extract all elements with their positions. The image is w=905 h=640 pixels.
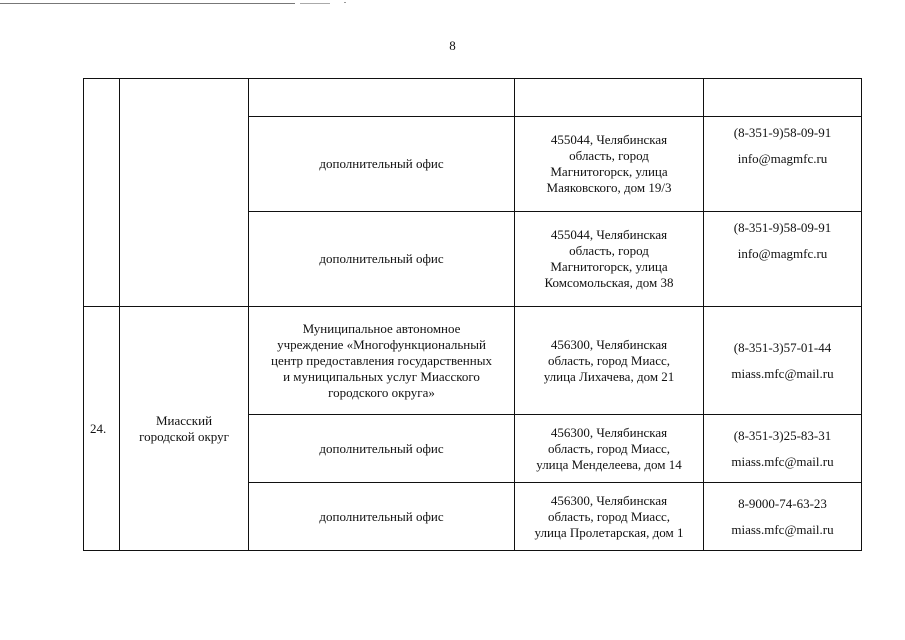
name-cell (249, 415, 515, 483)
phone-number: 8-9000-74-63-23 (738, 495, 827, 511)
address-cell (515, 415, 704, 483)
contact-cell (704, 415, 862, 483)
row-number: 24. (90, 420, 107, 436)
address-line: область, город Миасс, (547, 352, 670, 368)
address-line: область, город (569, 243, 649, 258)
address-cell (515, 79, 704, 117)
contact-cell (704, 79, 862, 117)
institution-name-line: центр предоставления государственных (271, 352, 492, 368)
address-line: Магнитогорск, улица (550, 259, 668, 274)
scan-artifact-line (0, 3, 295, 4)
phone-number: (8-351-3)25-83-31 (733, 427, 832, 443)
office-name: дополнительный офис (319, 251, 444, 266)
email-address: miass.mfc@mail.ru (731, 521, 834, 537)
address-line: область, город (569, 148, 649, 163)
address-line: Комсомольская, дом 38 (544, 275, 674, 290)
district-name-line: Миасский (155, 412, 213, 428)
address-cell (515, 212, 704, 307)
email-address: miass.mfc@mail.ru (731, 453, 834, 469)
mfc-offices-table (83, 78, 862, 551)
contact-cell (704, 307, 862, 415)
office-name: дополнительный офис (319, 440, 444, 456)
name-cell (249, 117, 515, 212)
district-cell (120, 79, 249, 307)
address-cell (515, 117, 704, 212)
page-number: 8 (449, 38, 456, 53)
address-cell (515, 307, 704, 415)
address-line: улица Пролетарская, дом 1 (534, 524, 684, 540)
address-line: 456300, Челябинская (550, 492, 668, 508)
address-line: Маяковского, дом 19/3 (546, 180, 672, 195)
name-cell (249, 79, 515, 117)
office-name: дополнительный офис (319, 508, 444, 524)
name-cell (249, 212, 515, 307)
institution-name-line: учреждение «Многофункциональный (277, 336, 486, 352)
email-address: info@magmfc.ru (737, 246, 828, 261)
contact-cell (704, 212, 862, 307)
phone-number: (8-351-9)58-09-91 (733, 125, 832, 140)
name-cell (249, 307, 515, 415)
institution-name-line: городского округа» (328, 384, 435, 400)
address-line: 456300, Челябинская (550, 424, 668, 440)
number-cell (84, 79, 120, 307)
number-cell (84, 307, 120, 551)
address-line: 455044, Челябинская (550, 132, 668, 147)
email-address: miass.mfc@mail.ru (731, 365, 834, 381)
contact-cell (704, 483, 862, 551)
address-line: область, город Миасс, (547, 508, 670, 524)
institution-name-line: Муниципальное автономное (302, 320, 461, 336)
scan-artifact-line (300, 3, 330, 4)
email-address: info@magmfc.ru (737, 151, 828, 166)
contact-cell (704, 117, 862, 212)
address-line: Магнитогорск, улица (550, 164, 668, 179)
address-line: 456300, Челябинская (550, 336, 668, 352)
name-cell (249, 483, 515, 551)
table-row (84, 79, 862, 117)
address-line: область, город Миасс, (547, 440, 670, 456)
district-name-line: городской округ (139, 428, 229, 444)
table-row (84, 307, 862, 415)
address-line: 455044, Челябинская (550, 227, 668, 242)
scan-artifact-dot (344, 2, 346, 3)
district-cell (120, 307, 249, 551)
address-line: улица Лихачева, дом 21 (543, 368, 675, 384)
phone-number: (8-351-9)58-09-91 (733, 220, 832, 235)
phone-number: (8-351-3)57-01-44 (733, 339, 832, 355)
office-name: дополнительный офис (319, 156, 444, 171)
institution-name-line: и муниципальных услуг Миасского (283, 368, 480, 384)
address-cell (515, 483, 704, 551)
address-line: улица Менделеева, дом 14 (536, 456, 682, 472)
